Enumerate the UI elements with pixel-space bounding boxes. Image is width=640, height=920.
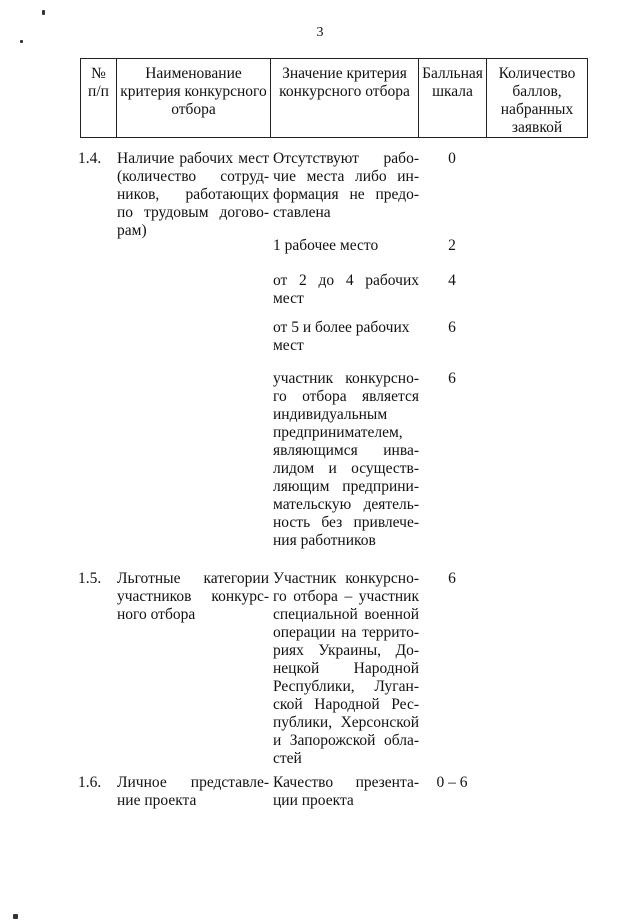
score-value: 6 bbox=[448, 319, 456, 336]
criterion-value: Отсутствуют рабо- чие места либо ин- формация не предо- ставлена bbox=[273, 150, 419, 221]
criterion-name: Льготные категории участников конкурс- ного отбора bbox=[117, 570, 269, 623]
criterion-value: 1 рабочее место bbox=[273, 237, 379, 254]
header-score-scale: Балльная шкала bbox=[419, 59, 487, 138]
scan-speck bbox=[13, 914, 18, 919]
criterion-value: от 2 до 4 рабочих мест bbox=[273, 272, 419, 307]
criterion-value: от 5 и более рабочих мест bbox=[273, 319, 410, 354]
row-number: 1.4. bbox=[78, 150, 102, 167]
criterion-value: Участник конкурсно- го отбора – участник специальной военной операции на террито- риях Украины, До- нецкой Народной Республики, Луган- ской Народной Рес- публики, Херсонской и Запорожской обла- стей bbox=[273, 570, 419, 767]
criterion-value: Качество презента- ции проекта bbox=[273, 774, 419, 809]
score-value: 0 – 6 bbox=[436, 774, 468, 791]
header-number: № п/п bbox=[81, 59, 117, 138]
scan-speck bbox=[20, 40, 23, 43]
table-header bbox=[80, 58, 588, 138]
criterion-name: Личное представле- ние проекта bbox=[117, 774, 269, 809]
row-number: 1.5. bbox=[78, 570, 102, 587]
score-value: 6 bbox=[448, 370, 456, 387]
header-points-received: Количество баллов, набранных заявкой bbox=[487, 59, 588, 138]
score-value: 2 bbox=[448, 237, 456, 254]
header-criterion-value: Значение критерия конкурсного отбора bbox=[271, 59, 419, 138]
criterion-value: участник конкурсно- го отбора является индивидуальным предпринимателем, являющимся инва- лидом и осуществ- ляющим предприни- мательскую деятель- ность без привлече- ния работников bbox=[273, 370, 419, 549]
score-value: 0 bbox=[448, 150, 456, 167]
score-value: 4 bbox=[448, 272, 456, 289]
header-criterion-name: Наименование критерия конкурсного отбора bbox=[117, 59, 271, 138]
criterion-name: Наличие рабочих мест (количество сотруд- ников, работающих по трудовым догово- рам) bbox=[117, 150, 269, 239]
row-number: 1.6. bbox=[78, 774, 102, 791]
scan-speck bbox=[42, 10, 45, 15]
page-number: 3 bbox=[316, 25, 324, 40]
score-value: 6 bbox=[448, 570, 456, 587]
